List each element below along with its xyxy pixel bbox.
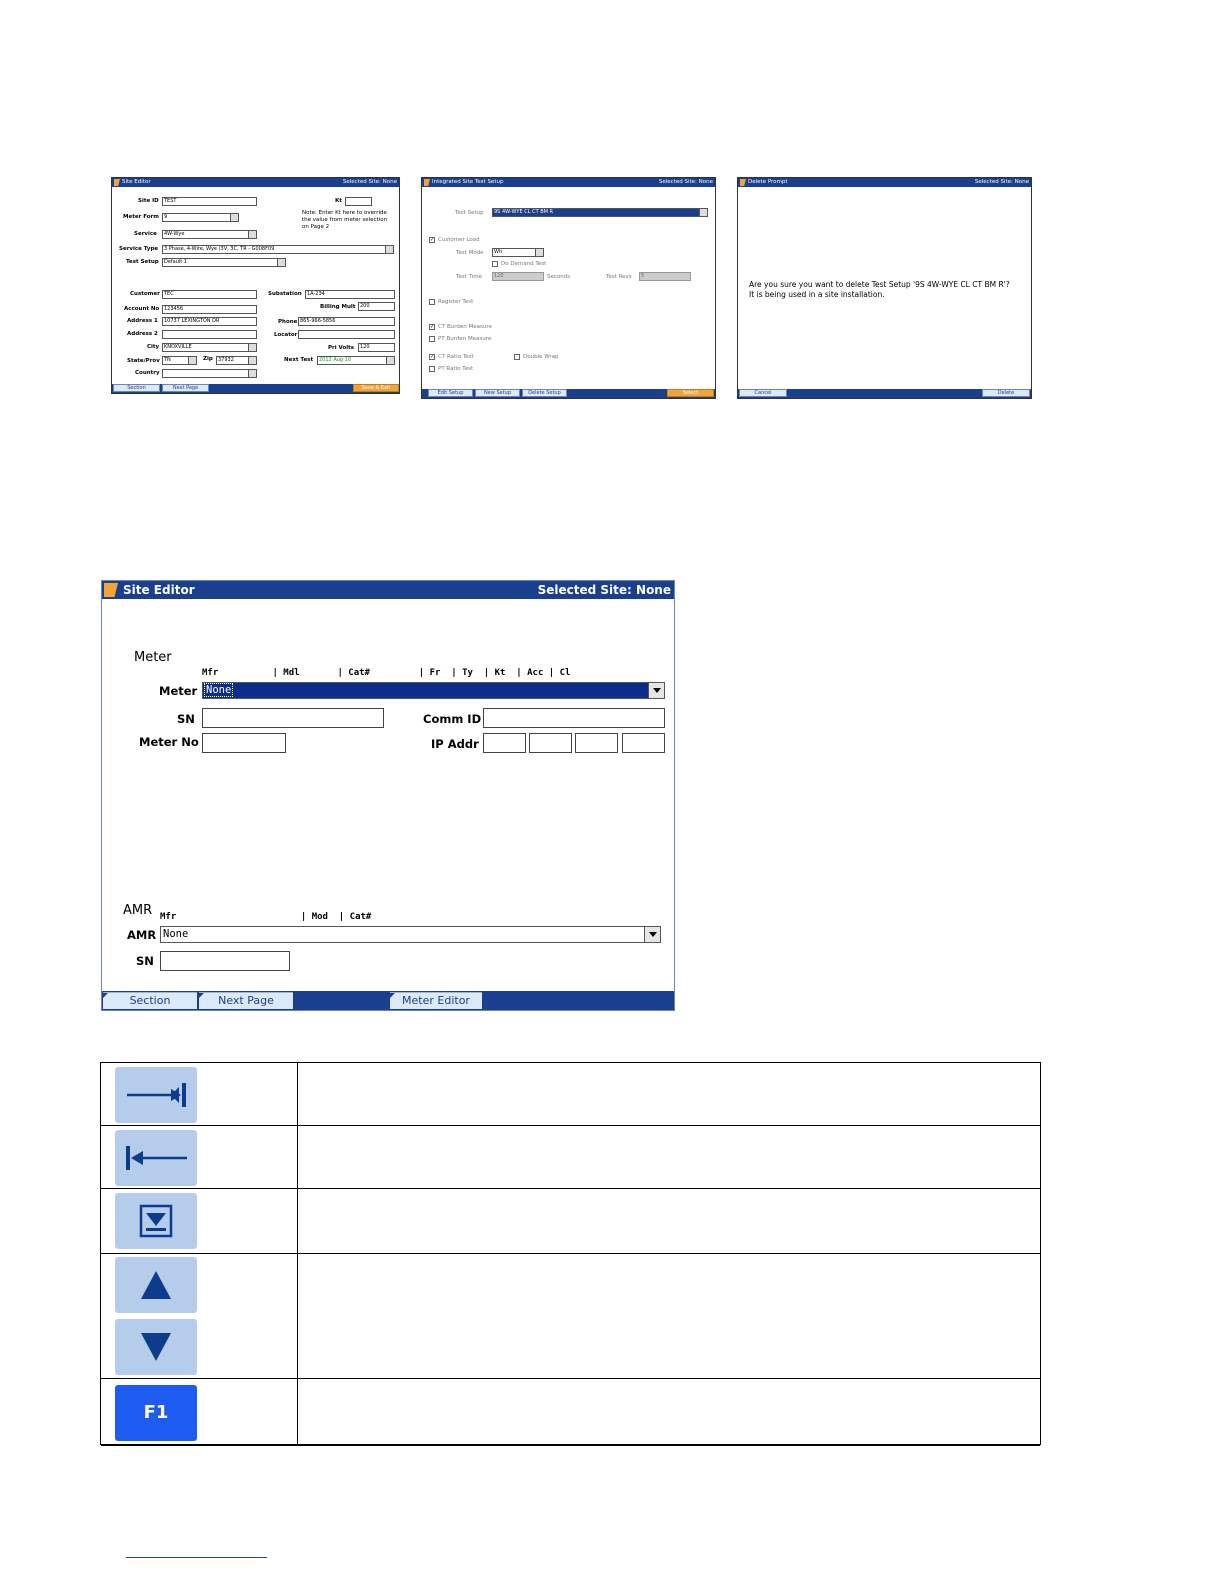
billing-mult-field[interactable]: 200 <box>358 302 395 311</box>
meter-editor-button[interactable]: Meter Editor <box>390 992 482 1009</box>
table-row <box>101 1254 1040 1379</box>
ip-octet-2-input[interactable] <box>529 733 572 753</box>
app-logo-icon <box>424 179 430 186</box>
section-button[interactable]: Section <box>113 384 160 392</box>
seconds-label: Seconds <box>547 274 571 280</box>
register-test-checkbox[interactable] <box>429 299 435 305</box>
f1-help-key[interactable]: F1 <box>115 1385 197 1441</box>
window-title: Integrated Site Test Setup <box>432 179 504 185</box>
section-button[interactable]: Section <box>103 992 197 1009</box>
window-title: Delete Prompt <box>748 179 788 185</box>
tab-forward-key[interactable] <box>115 1067 197 1123</box>
ip-octet-4-input[interactable] <box>622 733 665 753</box>
address2-field[interactable] <box>162 330 257 339</box>
save-exit-button[interactable]: Save & Exit <box>353 384 399 392</box>
kt-label: Kt <box>335 198 342 204</box>
substation-label: Substation <box>268 291 302 297</box>
site-editor-meter-screen <box>101 580 675 1011</box>
next-test-dropdown[interactable]: 2012 Aug 10 <box>317 356 395 365</box>
test-time-label: Test Time <box>456 274 483 280</box>
register-test-label: Register Test <box>438 299 474 305</box>
service-type-label: Service Type <box>119 246 159 252</box>
window-title: Site Editor <box>122 179 151 185</box>
title-bar <box>422 178 715 187</box>
test-setup-thumbnail <box>421 177 716 399</box>
delete-setup-button[interactable]: Delete Setup <box>522 389 567 397</box>
new-setup-button[interactable]: New Setup <box>475 389 520 397</box>
test-revs-label: Test Revs <box>606 274 632 280</box>
ct-burden-checkbox[interactable]: ✓ <box>430 324 435 330</box>
sn-input[interactable] <box>202 708 384 728</box>
comm-id-input[interactable] <box>483 708 665 728</box>
demand-test-label: Do Demand Test <box>501 261 547 267</box>
table-row <box>101 1063 1040 1126</box>
app-logo-icon <box>104 583 118 597</box>
test-setup-dropdown[interactable]: Default 1 <box>162 258 286 267</box>
double-wrap-label: Double Wrap <box>523 354 559 360</box>
city-dropdown[interactable]: KNOXVILLE <box>162 343 257 352</box>
service-type-dropdown[interactable]: 3 Phase, 4-Wire, Wye (3V, 3C, TR - G008F09 <box>162 245 394 254</box>
amr-column-header: Mfr | Mod | Cat# <box>160 912 372 922</box>
arrow-up-icon <box>115 1257 197 1313</box>
zip-label: Zip <box>203 356 213 362</box>
title-bar <box>112 178 399 187</box>
meter-form-dropdown[interactable]: 9 <box>162 213 239 222</box>
note-line: on Page 2 <box>302 224 330 230</box>
arrow-down-key[interactable] <box>115 1319 197 1375</box>
city-label: City <box>147 344 160 350</box>
key-reference-table <box>100 1062 1041 1445</box>
site-id-field[interactable]: TEST <box>162 197 257 206</box>
substation-field[interactable]: 1A-234 <box>305 290 395 299</box>
amr-sn-label: SN <box>136 954 154 968</box>
phone-field[interactable]: 865-966-5856 <box>298 317 395 326</box>
test-mode-dropdown[interactable]: Wh <box>492 248 544 257</box>
next-test-label: Next Test <box>284 357 314 363</box>
tab-forward-icon <box>115 1067 197 1123</box>
test-setup-label: Test Setup <box>126 259 159 265</box>
meter-dropdown[interactable] <box>202 682 665 699</box>
account-no-field[interactable]: 123456 <box>162 305 257 314</box>
cancel-button[interactable]: Cancel <box>739 389 787 397</box>
account-no-label: Account No <box>124 306 160 312</box>
demand-test-checkbox[interactable] <box>492 261 498 267</box>
meter-no-label: Meter No <box>139 735 199 749</box>
meter-column-header: Mfr | Mdl | Cat# | Fr | Ty | Kt | Acc | Cl <box>202 668 571 678</box>
tab-back-key[interactable] <box>115 1130 197 1186</box>
test-mode-label: Test Mode <box>456 250 484 256</box>
zip-dropdown[interactable]: 37932 <box>216 356 257 365</box>
country-label: Country <box>135 370 160 376</box>
test-time-field[interactable]: 120 <box>492 272 544 281</box>
footnote-rule <box>126 1557 267 1558</box>
delete-message: Are you sure you want to delete Test Setup '9S 4W-WYE CL CT BM R'? <box>749 280 1010 289</box>
amr-dropdown[interactable] <box>160 926 661 943</box>
delete-button[interactable]: Delete <box>982 389 1030 397</box>
selected-site: Selected Site: None <box>537 583 671 597</box>
meter-section-heading: Meter <box>134 650 172 665</box>
state-dropdown[interactable]: TN <box>162 356 197 365</box>
dropdown-open-icon <box>115 1193 197 1249</box>
meter-value: None <box>206 684 232 696</box>
address1-field[interactable]: 10737 LEXINGTON DR <box>162 317 257 326</box>
table-row <box>101 1126 1040 1189</box>
test-revs-field[interactable]: 5 <box>639 272 691 281</box>
amr-label: AMR <box>127 928 157 942</box>
meter-no-input[interactable] <box>202 733 286 753</box>
amr-value: None <box>163 928 189 940</box>
tab-back-icon <box>115 1130 197 1186</box>
chevron-down-icon[interactable] <box>648 683 664 698</box>
delete-prompt-thumbnail <box>737 177 1032 399</box>
sn-label: SN <box>177 712 195 726</box>
arrow-down-icon <box>115 1319 197 1375</box>
ip-octet-3-input[interactable] <box>575 733 618 753</box>
pt-burden-checkbox[interactable] <box>429 336 435 342</box>
comm-id-label: Comm ID <box>423 712 482 726</box>
address2-label: Address 2 <box>127 331 158 337</box>
locator-label: Locator <box>274 332 298 338</box>
ct-ratio-checkbox[interactable]: ✓ <box>430 354 435 360</box>
pri-volts-field[interactable]: 120 <box>358 343 395 352</box>
double-wrap-checkbox[interactable] <box>514 354 520 360</box>
pt-ratio-checkbox[interactable] <box>429 366 435 372</box>
service-label: Service <box>134 231 157 237</box>
selected-site: Selected Site: None <box>342 179 397 185</box>
selected-site: Selected Site: None <box>658 179 713 185</box>
note-line: Note: Enter Kt here to override <box>302 210 387 216</box>
arrow-up-key[interactable] <box>115 1257 197 1313</box>
ct-ratio-label: CT Ratio Test <box>438 354 474 360</box>
test-setup-label: Test Setup <box>455 210 484 216</box>
chevron-down-icon[interactable] <box>644 927 660 942</box>
meter-label: Meter <box>159 684 198 698</box>
service-dropdown[interactable]: 4W-Wye <box>162 230 257 239</box>
test-setup-dropdown[interactable]: 9S 4W-WYE CL CT BM R <box>492 208 708 217</box>
next-page-button[interactable]: Next Page <box>162 384 209 392</box>
customer-load-label: Customer Load <box>438 237 480 243</box>
window-title: Site Editor <box>123 583 195 597</box>
dropdown-open-key[interactable] <box>115 1193 197 1249</box>
title-bar <box>102 581 674 599</box>
meter-form-label: Meter Form <box>123 214 159 220</box>
site-editor-thumbnail <box>111 177 400 394</box>
edit-setup-button[interactable]: Edit Setup <box>428 389 473 397</box>
title-bar <box>738 178 1031 187</box>
country-dropdown[interactable] <box>162 369 257 378</box>
site-id-label: Site ID <box>138 198 159 204</box>
pri-volts-label: Pri Volts <box>328 345 355 351</box>
state-label: State/Prov <box>127 358 160 364</box>
ct-burden-label: CT Burden Measure <box>438 324 492 330</box>
app-logo-icon <box>740 179 746 186</box>
next-page-button[interactable]: Next Page <box>199 992 293 1009</box>
table-row <box>101 1189 1040 1254</box>
phone-label: Phone <box>278 319 298 325</box>
amr-sn-input[interactable] <box>160 951 290 971</box>
customer-load-checkbox[interactable]: ✓ <box>430 237 435 243</box>
select-button[interactable]: Select <box>667 389 714 397</box>
pt-ratio-label: PT Ratio Test <box>438 366 474 372</box>
address1-label: Address 1 <box>127 318 158 324</box>
note-line: the value from meter selection <box>302 217 388 223</box>
ip-octet-1-input[interactable] <box>483 733 526 753</box>
ip-addr-label: IP Addr <box>431 737 479 751</box>
delete-warning: It is being used in a site installation. <box>749 290 885 299</box>
customer-field[interactable]: TEC <box>162 290 257 299</box>
customer-label: Customer <box>130 291 160 297</box>
locator-field[interactable] <box>298 330 395 339</box>
kt-field[interactable] <box>345 197 372 206</box>
selected-site: Selected Site: None <box>974 179 1029 185</box>
pt-burden-label: PT Burden Measure <box>438 336 492 342</box>
table-row <box>101 1379 1040 1446</box>
app-logo-icon <box>114 179 120 186</box>
amr-section-heading: AMR <box>123 903 153 918</box>
billing-mult-label: Billing Mult <box>320 304 356 310</box>
